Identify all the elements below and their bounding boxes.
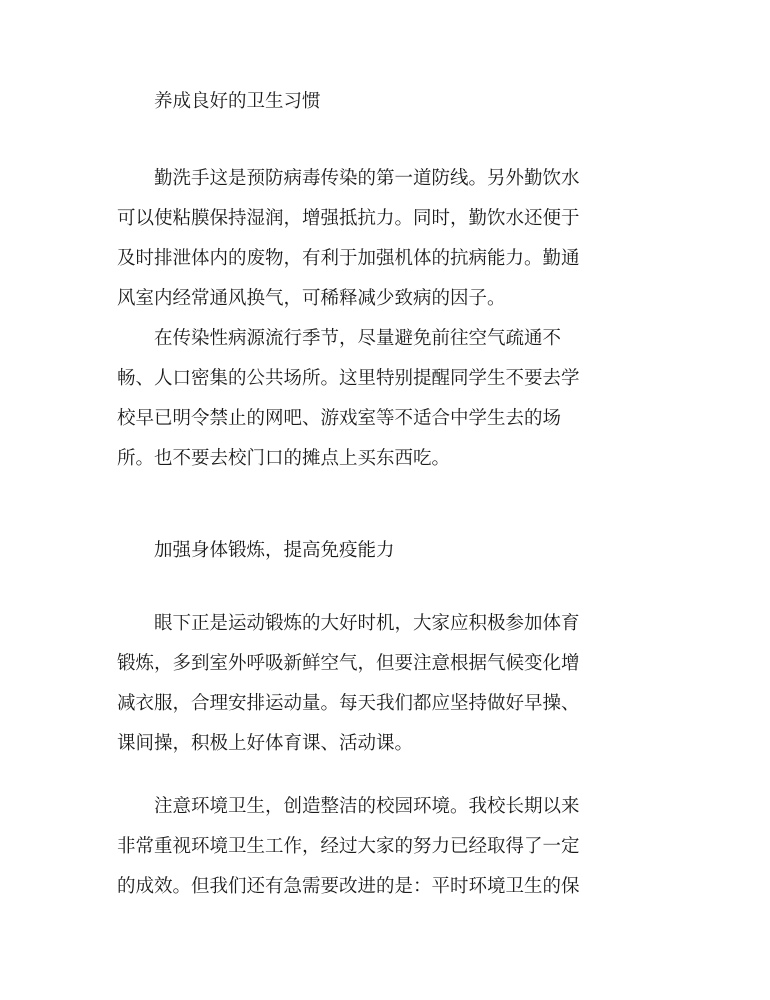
paragraph-line: 注意环境卫生，创造整洁的校园环境。我校长期以来 [154,796,580,817]
section-heading-exercise [117,531,637,571]
paragraph-handwashing [117,159,637,319]
paragraph-line: 可以使粘膜保持湿润，增强抵抗力。同时，勤饮水还便于 [117,208,580,229]
paragraph-line: 课间操，积极上好体育课、活动课。 [117,733,414,754]
paragraph-public-places [117,319,637,479]
section-heading-hygiene [117,82,637,122]
paragraph-line: 所。也不要去校门口的摊点上买东西吃。 [117,448,451,469]
paragraph-line: 锻炼，多到室外呼吸新鲜空气，但要注意根据气候变化增 [117,653,580,674]
paragraph-line: 减衣服，合理安排运动量。每天我们都应坚持做好早操、 [117,693,580,714]
paragraph-line: 非常重视环境卫生工作，经过大家的努力已经取得了一定 [117,836,580,857]
paragraph-line: 及时排泄体内的废物，有利于加强机体的抗病能力。勤通 [117,248,580,269]
paragraph-line: 的成效。但我们还有急需要改进的是：平时环境卫生的保 [117,876,580,897]
paragraph-line: 畅、人口密集的公共场所。这里特别提醒同学生不要去学 [117,368,580,389]
paragraph-line: 在传染性病源流行季节，尽量避免前往空气疏通不 [154,328,562,349]
paragraph-line: 勤洗手这是预防病毒传染的第一道防线。另外勤饮水 [154,168,580,189]
paragraph-line: 校早已明令禁止的网吧、游戏室等不适合中学生去的场 [117,408,562,429]
heading-text: 养成良好的卫生习惯 [154,91,321,112]
paragraph-line: 风室内经常通风换气，可稀释减少致病的因子。 [117,288,506,309]
heading-text: 加强身体锻炼，提高免疫能力 [154,540,395,561]
paragraph-exercise [117,604,637,764]
paragraph-line: 眼下正是运动锻炼的大好时机，大家应积极参加体育 [154,613,580,634]
paragraph-environment [117,787,637,907]
